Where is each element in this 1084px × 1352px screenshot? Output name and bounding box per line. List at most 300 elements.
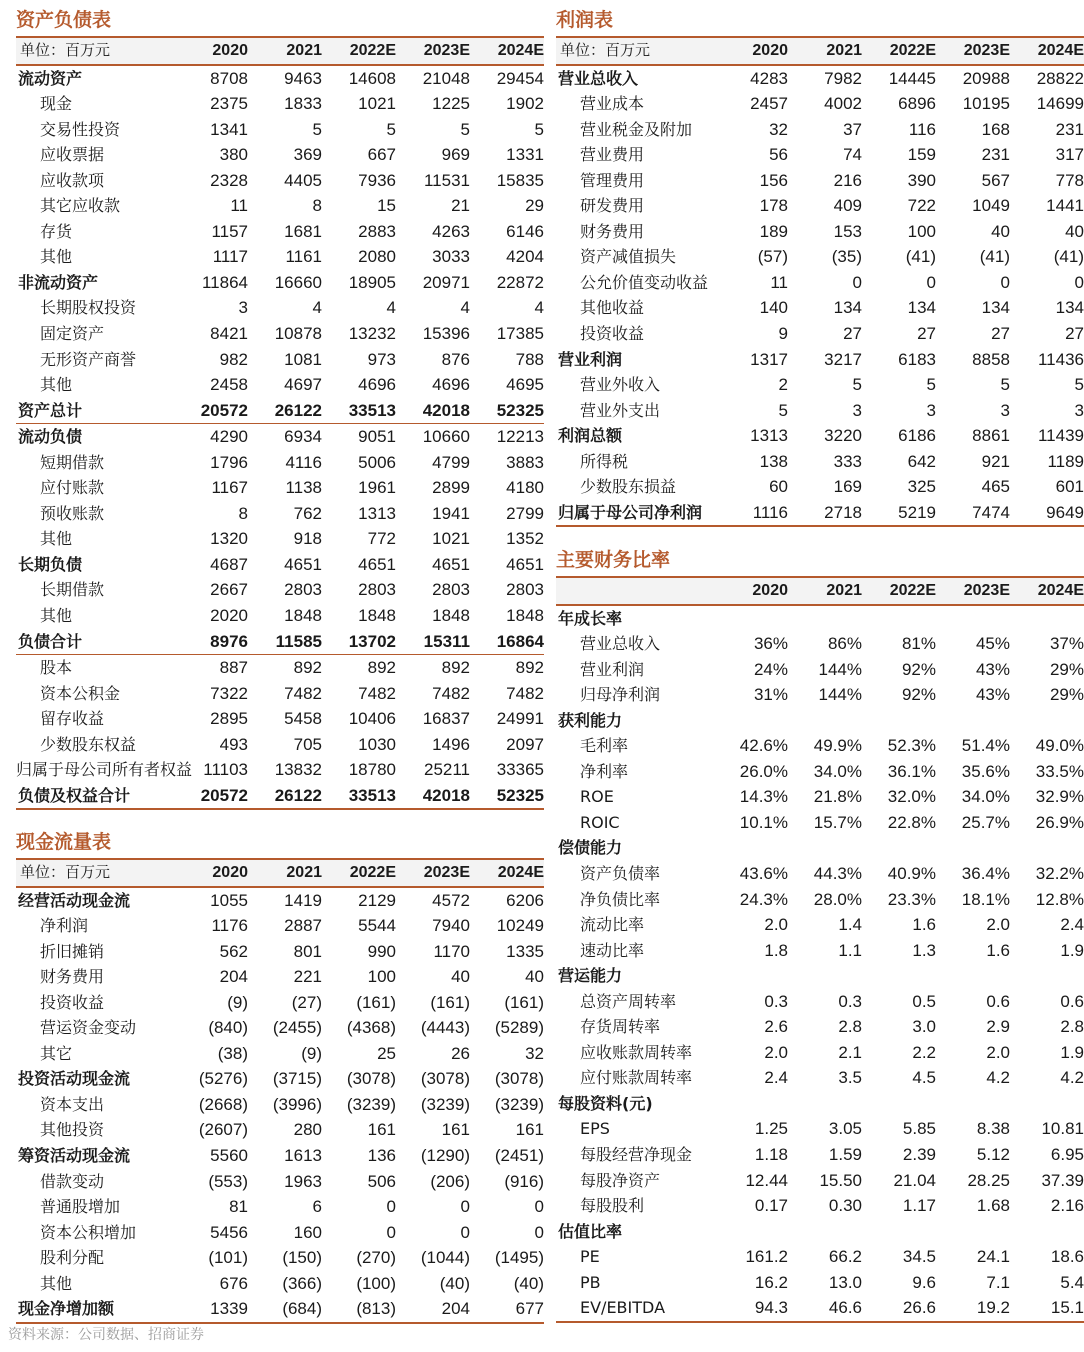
cell-value: 15835 [496, 170, 544, 190]
row-label: 其他 [40, 375, 73, 395]
cell-value: 1613 [284, 1146, 322, 1166]
row-label: 资产减值损失 [580, 247, 677, 267]
table-row [556, 1065, 1084, 1091]
row-label: 净负债比率 [580, 889, 661, 909]
cell-value: 81% [901, 634, 936, 654]
table-row [556, 398, 1084, 424]
cell-value: 1320 [210, 529, 248, 549]
cell-value: 20572 [200, 400, 248, 420]
cell-value: 7482 [432, 683, 470, 703]
cell-value: 2.8 [838, 1017, 862, 1037]
cell-value: 7.1 [986, 1272, 1010, 1292]
cell-value: 134 [833, 298, 862, 318]
cell-value: 2020 [210, 606, 248, 626]
table-row [556, 423, 1084, 449]
cell-value: 0 [386, 1197, 396, 1217]
cell-value [718, 605, 788, 632]
cell-value: 25 [377, 1043, 396, 1063]
cell-value: 134 [1055, 298, 1084, 318]
row-label: 速动比率 [580, 940, 645, 960]
cell-value: 1176 [211, 916, 248, 936]
row-label: 短期借款 [40, 452, 105, 472]
cell-value: 0.30 [828, 1196, 862, 1216]
row-label: 其他 [40, 1273, 73, 1293]
cell-value: 2803 [284, 580, 322, 600]
table-row [16, 398, 544, 424]
cell-value: 37.39 [1041, 1170, 1084, 1190]
row-label: 营业总收入 [580, 634, 661, 654]
cell-value: 26.6 [862, 1295, 936, 1322]
row-label: 非流动资产 [18, 272, 99, 292]
cell-value: (9) [227, 992, 248, 1012]
year-header: 2021 [788, 37, 862, 65]
row-label: 研发费用 [580, 196, 645, 216]
cell-value: 168 [981, 119, 1010, 139]
cell-value: 1.8 [764, 940, 788, 960]
cell-value: 15.1 [1010, 1295, 1084, 1322]
cell-value: 8976 [210, 631, 248, 651]
row-label: 少数股东权益 [40, 734, 137, 754]
cell-value: 2667 [210, 580, 248, 600]
cell-value: 1225 [432, 94, 470, 114]
table-row [16, 964, 544, 990]
cell-value: 1352 [506, 529, 544, 549]
row-label: 筹资活动现金流 [18, 1146, 131, 1166]
cell-value: 161 [367, 1120, 396, 1140]
cell-value: 13702 [348, 631, 396, 651]
cell-value: 0 [460, 1197, 470, 1217]
cell-value: 9051 [322, 424, 396, 450]
cell-value: 26122 [274, 400, 322, 420]
cell-value: 49.0% [1035, 736, 1084, 756]
cell-value: (41) [1053, 247, 1084, 267]
cell-value: 4002 [824, 94, 862, 114]
row-label: 资本公积增加 [40, 1222, 137, 1242]
cell-value: (41) [979, 247, 1010, 267]
table-row [16, 1220, 544, 1246]
cell-value: (2668) [198, 1094, 248, 1114]
table-row [16, 913, 544, 939]
cell-value: 1157 [211, 221, 248, 241]
cell-value: 3.0 [912, 1017, 936, 1037]
row-label: EPS [580, 1119, 610, 1139]
cell-value: 21.04 [893, 1170, 936, 1190]
table-row [556, 657, 1084, 683]
cell-value: 5.12 [976, 1145, 1010, 1165]
row-label: 归母净利润 [580, 685, 661, 705]
cell-value: 36.1% [887, 761, 936, 781]
table-row [556, 1040, 1084, 1066]
ratios-title: 主要财务比率 [556, 549, 671, 571]
cell-value: 493 [219, 734, 248, 754]
cell-value: 2.2 [912, 1042, 936, 1062]
row-label: 营运能力 [558, 966, 623, 986]
table-row [16, 450, 544, 476]
cell-value: 6206 [506, 890, 544, 910]
row-label: ROE [580, 787, 614, 807]
cell-value: 15396 [422, 324, 470, 344]
table-row [16, 270, 544, 296]
cell-value: 317 [1055, 145, 1084, 165]
cell-value: 2097 [506, 734, 544, 754]
cell-value: 1117 [212, 247, 248, 267]
table-row [556, 449, 1084, 475]
cell-value: 1796 [210, 452, 248, 472]
cell-value: 667 [367, 145, 396, 165]
cell-value: 1055 [210, 890, 248, 910]
cell-value: 10878 [274, 324, 322, 344]
cell-value: (1044) [420, 1248, 470, 1268]
cell-value: 66.2 [828, 1247, 862, 1267]
cell-value: 22872 [496, 272, 544, 292]
cell-value: 1.18 [754, 1145, 788, 1165]
table-row [16, 65, 544, 92]
cell-value: 10249 [496, 916, 544, 936]
row-label: 每股净资产 [580, 1170, 661, 1190]
row-label: 留存收益 [40, 709, 105, 729]
table-row [16, 1169, 544, 1195]
table-row [16, 629, 544, 655]
table-row [16, 1245, 544, 1271]
cell-value: 32.2% [1035, 864, 1084, 884]
source-note: 资料来源：公司数据、招商证券 [8, 1327, 204, 1343]
row-label: 资产负债率 [580, 864, 661, 884]
cell-value: (5276) [198, 1069, 248, 1089]
balance-sheet-title: 资产负债表 [16, 9, 112, 31]
cell-value: (5289) [494, 1018, 544, 1038]
cell-value: 1116 [718, 500, 788, 527]
cell-value: 0 [460, 1222, 470, 1242]
cell-value: 2.9 [986, 1017, 1010, 1037]
row-label: 每股经营净现金 [580, 1145, 693, 1165]
cell-value [718, 963, 788, 989]
row-label: 利润总额 [558, 426, 623, 446]
cell-value: 18780 [348, 760, 396, 780]
cell-value: 46.6 [788, 1295, 862, 1322]
table-row [16, 1066, 544, 1092]
row-label: 长期负债 [18, 554, 83, 574]
cell-value: 4687 [210, 554, 248, 574]
cell-value: 24% [753, 659, 788, 679]
cell-value: 4405 [284, 170, 322, 190]
cell-value: 16837 [422, 709, 470, 729]
cell-value: 16.2 [754, 1272, 788, 1292]
cell-value: 333 [833, 451, 862, 471]
cell-value: 45% [975, 634, 1010, 654]
cell-value: 11585 [275, 631, 322, 651]
row-label: 净利率 [580, 761, 629, 781]
cell-value: 3883 [506, 452, 544, 472]
cell-value: 10.81 [1041, 1119, 1084, 1139]
cell-value [718, 1219, 788, 1245]
row-label: 营业利润 [580, 659, 645, 679]
cell-value: (3078) [494, 1069, 544, 1089]
cell-value: 21.8% [813, 787, 862, 807]
table-header-row [16, 859, 544, 887]
cell-value: 92% [901, 659, 936, 679]
cell-value: 32.0% [887, 787, 936, 807]
cell-value: (813) [322, 1296, 396, 1323]
cell-value: 169 [833, 477, 862, 497]
cell-value: 1021 [358, 94, 396, 114]
cell-value: 778 [1055, 170, 1084, 190]
cell-value: 27 [991, 324, 1010, 344]
cell-value: 32 [769, 119, 788, 139]
cell-value: 51.4% [961, 736, 1010, 756]
cell-value: 26.9% [1035, 812, 1084, 832]
cell-value: (4368) [346, 1018, 396, 1038]
cell-value: 8 [238, 503, 248, 523]
year-header: 2022E [862, 577, 936, 605]
row-label: 管理费用 [580, 170, 645, 190]
cell-value [788, 1219, 862, 1245]
cell-value: 10.1% [739, 812, 788, 832]
cell-value: (150) [282, 1248, 322, 1268]
cell-value: 5.4 [1060, 1272, 1084, 1292]
cell-value: 677 [470, 1296, 544, 1323]
cell-value: (840) [208, 1018, 248, 1038]
cell-value: 1.25 [754, 1119, 788, 1139]
cell-value: 52.3% [887, 736, 936, 756]
cell-value: 1.9 [1060, 940, 1084, 960]
cell-value: 8861 [972, 426, 1010, 446]
cell-value: 40 [525, 967, 544, 987]
cell-value: 14608 [348, 68, 396, 88]
cell-value: 2.0 [986, 915, 1010, 935]
row-label: 应付账款周转率 [580, 1068, 693, 1088]
cell-value: 1.4 [838, 915, 862, 935]
row-label: 其它 [40, 1043, 73, 1063]
cell-value: 11 [230, 196, 248, 216]
cell-value: 1313 [358, 503, 396, 523]
ratios-table [556, 576, 1084, 1323]
table-row [556, 1295, 1084, 1322]
table-row [16, 1143, 544, 1169]
table-row [556, 1142, 1084, 1168]
cell-value: 1167 [211, 478, 248, 498]
row-label: 其他 [40, 529, 73, 549]
cell-value: 15 [377, 196, 396, 216]
cell-value: 20572 [178, 783, 248, 810]
table-header-row [556, 37, 1084, 65]
cell-value: 3 [1000, 400, 1010, 420]
cell-value: 1313 [750, 426, 788, 446]
cell-value: (57) [757, 247, 788, 267]
table-row [556, 861, 1084, 887]
cell-value: 6896 [898, 94, 936, 114]
table-row [16, 1092, 544, 1118]
cell-value [788, 1091, 862, 1117]
table-row [556, 733, 1084, 759]
cell-value: 13.0 [828, 1272, 862, 1292]
cell-value: (38) [217, 1043, 248, 1063]
table-row [16, 1041, 544, 1067]
year-header: 2021 [248, 859, 322, 887]
unit-label: 单位：百万元 [16, 859, 178, 887]
cell-value [718, 708, 788, 734]
row-label: 估值比率 [558, 1221, 623, 1241]
cell-value: 3033 [432, 247, 470, 267]
cell-value: 2.8 [1060, 1017, 1084, 1037]
cell-value: 156 [759, 170, 788, 190]
cell-value: 0 [1074, 272, 1084, 292]
year-header: 2023E [936, 37, 1010, 65]
cell-value: 1.17 [902, 1196, 936, 1216]
table-row [556, 500, 1084, 527]
cell-value: 8 [312, 196, 322, 216]
cell-value: 325 [907, 477, 936, 497]
cell-value: 27 [843, 324, 862, 344]
cell-value: (40) [513, 1273, 544, 1293]
cell-value: 762 [293, 503, 322, 523]
cell-value: 4204 [506, 247, 544, 267]
year-header: 2024E [1010, 37, 1084, 65]
cell-value: 204 [396, 1296, 470, 1323]
cell-value: 43.6% [739, 864, 788, 884]
row-label: 其他 [40, 247, 73, 267]
cell-value: 18.6 [1050, 1247, 1084, 1267]
cell-value: 1339 [178, 1296, 248, 1323]
cell-value: 17385 [496, 324, 544, 344]
table-row [16, 193, 544, 219]
cash-flow-title: 现金流量表 [16, 831, 112, 853]
income-statement-table [556, 36, 1084, 527]
table-row [16, 91, 544, 117]
row-label: PE [580, 1247, 600, 1267]
cell-value: 892 [396, 655, 470, 681]
cell-value: 161.2 [745, 1247, 788, 1267]
cell-value: 29% [1049, 659, 1084, 679]
row-label: 每股资料(元) [558, 1093, 653, 1113]
row-label: 营运资金变动 [40, 1018, 137, 1038]
cell-value: 1681 [284, 221, 322, 241]
cell-value: 34.0% [961, 787, 1010, 807]
cell-value: 10406 [348, 709, 396, 729]
cell-value: 1848 [284, 606, 322, 626]
table-row [16, 347, 544, 373]
cell-value: 4572 [432, 890, 470, 910]
cell-value: 15.50 [819, 1170, 862, 1190]
row-label: 营业税金及附加 [580, 119, 693, 139]
table-row [556, 1270, 1084, 1296]
cell-value: 801 [293, 941, 322, 961]
table-row [16, 990, 544, 1016]
row-label: 股利分配 [40, 1248, 105, 1268]
cell-value: 11439 [1037, 426, 1084, 446]
row-label: 负债及权益合计 [16, 783, 178, 810]
table-row [16, 655, 544, 681]
table-row [16, 219, 544, 245]
cell-value: 0 [386, 1222, 396, 1242]
table-row [556, 244, 1084, 270]
cell-value: 2080 [358, 247, 396, 267]
cell-value: 1.3 [912, 940, 936, 960]
cell-value: 40 [1065, 221, 1084, 241]
cell-value: 1341 [210, 119, 248, 139]
cell-value: 7482 [506, 683, 544, 703]
cell-value: 24991 [496, 709, 544, 729]
cell-value [788, 835, 862, 861]
table-row [556, 759, 1084, 785]
cell-value: 5 [1074, 375, 1084, 395]
cell-value: 2803 [358, 580, 396, 600]
cell-value: (2455) [272, 1018, 322, 1038]
cell-value: 2129 [358, 890, 396, 910]
cell-value: 15.7% [813, 812, 862, 832]
cell-value: 1.6 [912, 915, 936, 935]
cell-value: 86% [827, 634, 862, 654]
cell-value: 380 [219, 145, 248, 165]
cell-value: 6934 [248, 424, 322, 450]
cell-value: 6183 [898, 349, 936, 369]
cell-value: 1961 [358, 478, 396, 498]
cell-value: (27) [291, 992, 322, 1012]
row-label: 营业费用 [580, 145, 645, 165]
cell-value: 5 [1000, 375, 1010, 395]
cell-value: 921 [981, 451, 1010, 471]
row-label: 应付账款 [40, 478, 105, 498]
cell-value: 32 [525, 1043, 544, 1063]
cell-value: 3 [1074, 400, 1084, 420]
cell-value: 27 [1065, 324, 1084, 344]
cell-value [862, 835, 936, 861]
cell-value: 5544 [358, 916, 396, 936]
table-row [556, 938, 1084, 964]
cell-value: (3239) [420, 1094, 470, 1114]
cell-value: 562 [219, 941, 248, 961]
year-header: 2020 [718, 37, 788, 65]
table-row [556, 270, 1084, 296]
row-label: 资本支出 [40, 1094, 105, 1114]
row-label: 借款变动 [40, 1171, 105, 1191]
year-header: 2023E [936, 577, 1010, 605]
cell-value: 9.6 [912, 1272, 936, 1292]
cell-value: 1081 [284, 349, 322, 369]
balance-sheet-table [16, 36, 544, 810]
cell-value: 40.9% [887, 864, 936, 884]
cell-value: 2803 [432, 580, 470, 600]
cell-value [718, 1091, 788, 1117]
cell-value: 2895 [210, 709, 248, 729]
table-row [16, 939, 544, 965]
cell-value [1010, 708, 1084, 734]
table-row [556, 631, 1084, 657]
cell-value: 1.68 [976, 1196, 1010, 1216]
cell-value: 10195 [962, 94, 1010, 114]
table-row [556, 835, 1084, 861]
cell-value: 3 [852, 400, 862, 420]
cell-value: 1.59 [828, 1145, 862, 1165]
cell-value: 43% [975, 659, 1010, 679]
table-row [556, 963, 1084, 989]
table-row [16, 577, 544, 603]
row-label: 其它应收款 [40, 196, 121, 216]
cell-value: 18.1% [961, 889, 1010, 909]
cell-value: 8708 [210, 68, 248, 88]
cell-value: 2375 [210, 94, 248, 114]
cell-value: 2328 [210, 170, 248, 190]
table-row [16, 424, 544, 450]
cell-value: 4799 [432, 452, 470, 472]
cell-value: 100 [907, 221, 936, 241]
cell-value: 4696 [432, 375, 470, 395]
table-header-row [16, 37, 544, 65]
cell-value: 0.5 [912, 991, 936, 1011]
table-header-row [556, 577, 1084, 605]
table-row [556, 1091, 1084, 1117]
cell-value: (161) [430, 992, 470, 1012]
row-label: 负债合计 [18, 631, 83, 651]
